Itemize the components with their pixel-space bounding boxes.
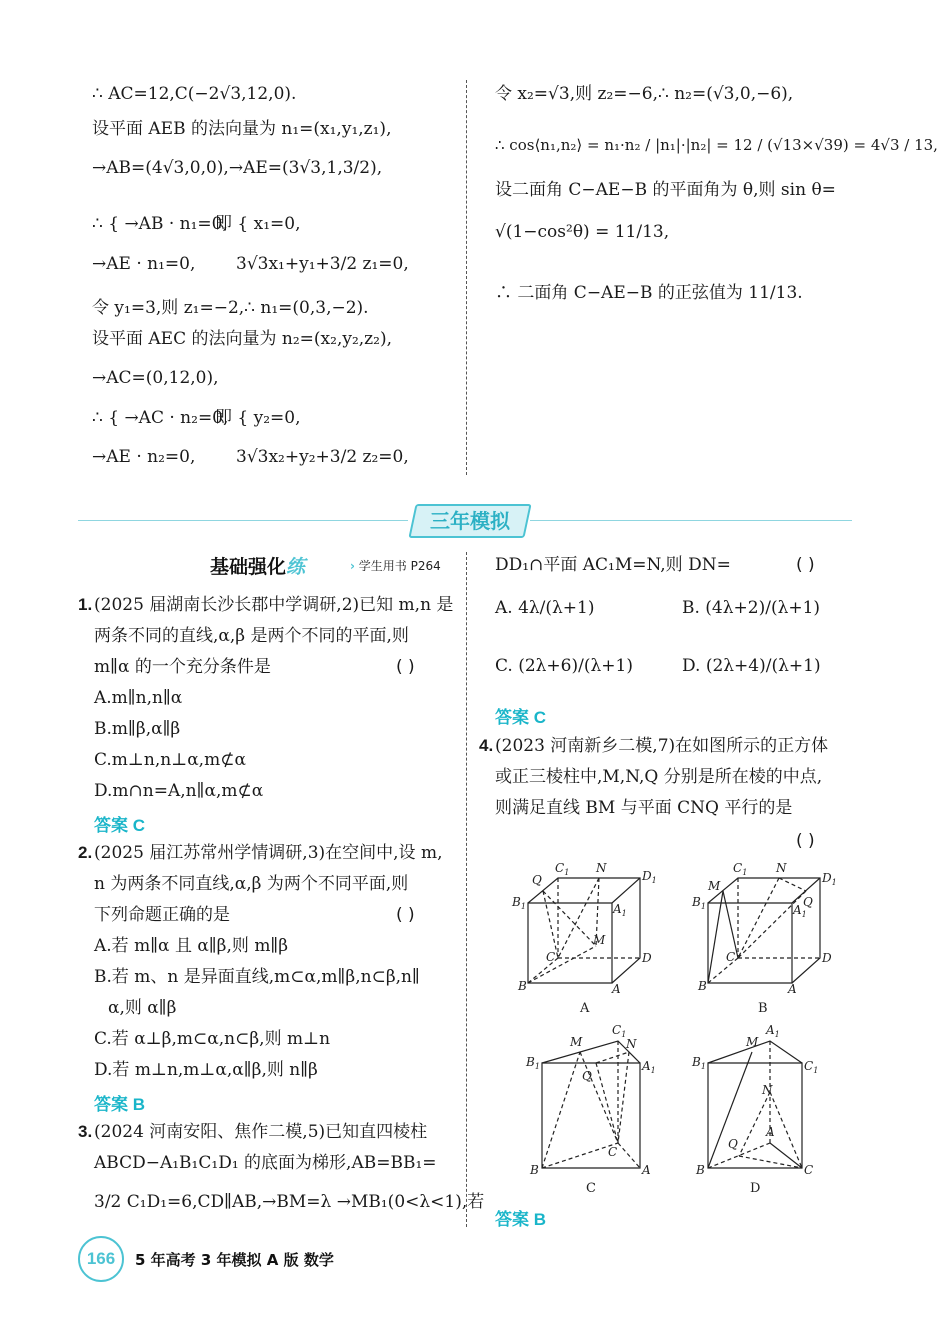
q3-stem-line2: ABCD−A₁B₁C₁D₁ 的底面为梯形,AB=BB₁= xyxy=(94,1153,437,1173)
section-title: 基础强化练 xyxy=(210,556,306,578)
q1-stem-line3: m∥α 的一个充分条件是 xyxy=(94,657,271,677)
svg-text:C1: $C_1$ xyxy=(612,1023,627,1039)
svg-text:A: A xyxy=(766,1125,775,1139)
svg-text:C: C xyxy=(726,950,736,964)
svg-text:A1: $A_1$ xyxy=(613,902,627,918)
svg-text:C1: $C_1$ xyxy=(733,861,748,877)
svg-text:Q: Q xyxy=(532,873,542,887)
student-book-ref: › 学生用书 P264 xyxy=(350,559,441,573)
solution-system1-row2: →AE · n₁=0, xyxy=(92,254,196,274)
svg-text:D: D xyxy=(642,951,652,965)
q3-option-a: A. 4λ/(λ+1) xyxy=(495,598,595,618)
solution-line-plane-aec: 设平面 AEC 的法向量为 n₂=(x₂,y₂,z₂), xyxy=(92,329,392,349)
svg-text:A: A xyxy=(612,982,621,996)
svg-text:C: C xyxy=(608,1145,618,1159)
q1-stem-line2: 两条不同的直线,α,β 是两个不同的平面,则 xyxy=(94,626,409,646)
solution-system1-eq1: 即 { x₁=0, xyxy=(215,214,301,234)
figure-b-label: B xyxy=(758,1001,768,1016)
svg-text:M: M xyxy=(708,879,721,893)
svg-text:Q: Q xyxy=(582,1069,592,1083)
q4-stem-line1: (2023 河南新乡二模,7)在如图所示的正方体 xyxy=(495,736,829,756)
q3-stem-line4: DD₁∩平面 AC₁M=N,则 DN= xyxy=(495,555,731,575)
solution-system1-eq2: 3√3x₁+y₁+3/2 z₁=0, xyxy=(236,254,409,274)
q1-option-d: D.m∩n=A,n∥α,m⊄α xyxy=(94,781,264,801)
svg-text:A1: $A_1$ xyxy=(793,903,807,919)
q1-stem-line1: (2025 届湖南长沙长郡中学调研,2)已知 m,n 是 xyxy=(94,595,454,615)
svg-text:B1: $B_1$ xyxy=(512,895,526,911)
svg-text:A: A xyxy=(642,1163,651,1177)
chevron-right-icon: › xyxy=(350,559,355,573)
page-number-badge: 166 xyxy=(78,1236,124,1282)
solution-line-cos: ∴ cos⟨n₁,n₂⟩ = n₁·n₂ / |n₁|·|n₂| = 12 / (√13×√39) = 4√3 / 13, xyxy=(495,136,938,154)
question-number: 2. xyxy=(78,843,93,862)
q2-stem-line2: n 为两条不同直线,α,β 为两个不同平面,则 xyxy=(94,874,409,894)
solution-line-sin: √(1−cos²θ) = 11/13, xyxy=(495,222,670,242)
solution-system2-eq2: 3√3x₂+y₂+3/2 z₂=0, xyxy=(236,447,409,467)
solution-line-vectors-ab-ae: →AB=(4√3,0,0),→AE=(3√3,1,3/2), xyxy=(92,158,383,178)
svg-text:D: D xyxy=(822,951,832,965)
q4-answer: 答案 B xyxy=(495,1210,546,1229)
banner-rule-left xyxy=(78,520,408,521)
q2-stem-line3: 下列命题正确的是 xyxy=(94,905,230,925)
q1-option-a: A.m∥n,n∥α xyxy=(94,688,183,708)
figure-a-cube xyxy=(511,861,657,996)
solution-system2-row2: →AE · n₂=0, xyxy=(92,447,196,467)
q2-option-b-line2: α,则 α∥β xyxy=(108,998,177,1018)
solution-line-n1: 令 y₁=3,则 z₁=−2,∴ n₁=(0,3,−2). xyxy=(92,298,369,318)
q3-stem-line3: 3/2 C₁D₁=6,CD∥AB,→BM=λ →MB₁(0<λ<1),若 xyxy=(94,1192,485,1212)
q1-option-b: B.m∥β,α∥β xyxy=(94,719,181,739)
svg-text:B1: $B_1$ xyxy=(526,1055,540,1071)
q2-option-a: A.若 m∥α 且 α∥β,则 m∥β xyxy=(94,936,289,956)
solution-line-plane-aeb: 设平面 AEB 的法向量为 n₁=(x₁,y₁,z₁), xyxy=(92,119,392,139)
svg-text:Q: Q xyxy=(728,1137,738,1151)
solution-system1-row1: ∴ { →AB · n₁=0, xyxy=(92,214,228,234)
svg-text:M: M xyxy=(570,1035,583,1049)
svg-text:Q: Q xyxy=(803,895,813,909)
q2-stem-line1: (2025 届江苏常州学情调研,3)在空间中,设 m, xyxy=(94,843,443,863)
q4-figures xyxy=(500,858,860,1198)
q1-option-c: C.m⊥n,n⊥α,m⊄α xyxy=(94,750,246,770)
svg-text:B: B xyxy=(696,1163,705,1177)
q2-option-b-line1: B.若 m、n 是异面直线,m⊂α,m∥β,n⊂β,n∥ xyxy=(94,967,420,987)
q2-option-c: C.若 α⊥β,m⊂α,n⊂β,则 m⊥n xyxy=(94,1029,331,1049)
q1-answer-blank: ( ) xyxy=(396,657,415,677)
figure-d-label: D xyxy=(750,1181,761,1196)
solution-line-ac: ∴ AC=12,C(−2√3,12,0). xyxy=(92,84,297,104)
q3-answer: 答案 C xyxy=(495,708,546,727)
column-divider-bottom xyxy=(466,552,467,1227)
q2-option-d: D.若 m⊥n,m⊥α,α∥β,则 n∥β xyxy=(94,1060,318,1080)
q3-stem-line1: (2024 河南安阳、焦作二模,5)已知直四棱柱 xyxy=(94,1122,428,1142)
svg-text:C: C xyxy=(804,1163,814,1177)
q3-option-d: D. (2λ+4)/(λ+1) xyxy=(682,656,821,676)
svg-text:B: B xyxy=(518,979,527,993)
book-title-footer: 5 年高考 3 年模拟 A 版 数学 xyxy=(135,1251,334,1269)
section-banner: 三年模拟 xyxy=(408,504,531,538)
svg-text:M: M xyxy=(593,933,606,947)
q3-option-b: B. (4λ+2)/(λ+1) xyxy=(682,598,821,618)
svg-text:B: B xyxy=(698,979,707,993)
q4-stem-line3: 则满足直线 BM 与平面 CNQ 平行的是 xyxy=(495,798,793,818)
svg-text:C1: $C_1$ xyxy=(804,1059,819,1075)
figure-d-prism xyxy=(691,1023,818,1177)
svg-text:B1: $B_1$ xyxy=(692,895,706,911)
svg-text:D1: $D_1$ xyxy=(642,869,657,885)
solution-system2-eq1: 即 { y₂=0, xyxy=(215,408,301,428)
svg-text:A: A xyxy=(788,982,797,996)
solution-line-theta: 设二面角 C−AE−B 的平面角为 θ,则 sin θ= xyxy=(495,180,836,200)
question-number: 1. xyxy=(78,595,93,614)
svg-text:M: M xyxy=(746,1035,759,1049)
banner-rule-right xyxy=(530,520,852,521)
figure-a-label: A xyxy=(580,1001,590,1016)
svg-text:N: N xyxy=(596,861,607,875)
column-divider-top xyxy=(466,80,467,475)
figure-c-label: C xyxy=(586,1181,596,1196)
question-number: 4. xyxy=(479,736,494,755)
svg-text:B: B xyxy=(530,1163,539,1177)
q3-answer-blank: ( ) xyxy=(796,555,815,575)
q2-answer: 答案 B xyxy=(94,1095,145,1114)
figure-b-cube xyxy=(691,861,837,996)
solution-line-n2: 令 x₂=√3,则 z₂=−6,∴ n₂=(√3,0,−6), xyxy=(495,84,794,104)
q1-answer: 答案 C xyxy=(94,816,145,835)
q4-stem-line2: 或正三棱柱中,M,N,Q 分别是所在棱的中点, xyxy=(495,767,823,787)
svg-text:C1: $C_1$ xyxy=(555,861,570,877)
q3-option-c: C. (2λ+6)/(λ+1) xyxy=(495,656,633,676)
svg-text:N: N xyxy=(776,861,787,875)
solution-line-vector-ac: →AC=(0,12,0), xyxy=(92,368,219,388)
svg-text:D1: $D_1$ xyxy=(822,871,837,887)
q2-answer-blank: ( ) xyxy=(396,905,415,925)
svg-text:N: N xyxy=(626,1037,637,1051)
solution-system2-row1: ∴ { →AC · n₂=0, xyxy=(92,408,229,428)
question-number: 3. xyxy=(78,1122,93,1141)
svg-text:C: C xyxy=(546,950,556,964)
svg-text:A1: $A_1$ xyxy=(766,1023,780,1039)
svg-text:B1: $B_1$ xyxy=(692,1055,706,1071)
q4-answer-blank: ( ) xyxy=(796,831,815,851)
figure-c-prism xyxy=(525,1023,656,1177)
svg-text:A1: $A_1$ xyxy=(642,1059,656,1075)
solution-line-result: ∴ 二面角 C−AE−B 的正弦值为 11/13. xyxy=(495,283,803,303)
svg-text:N: N xyxy=(762,1083,773,1097)
